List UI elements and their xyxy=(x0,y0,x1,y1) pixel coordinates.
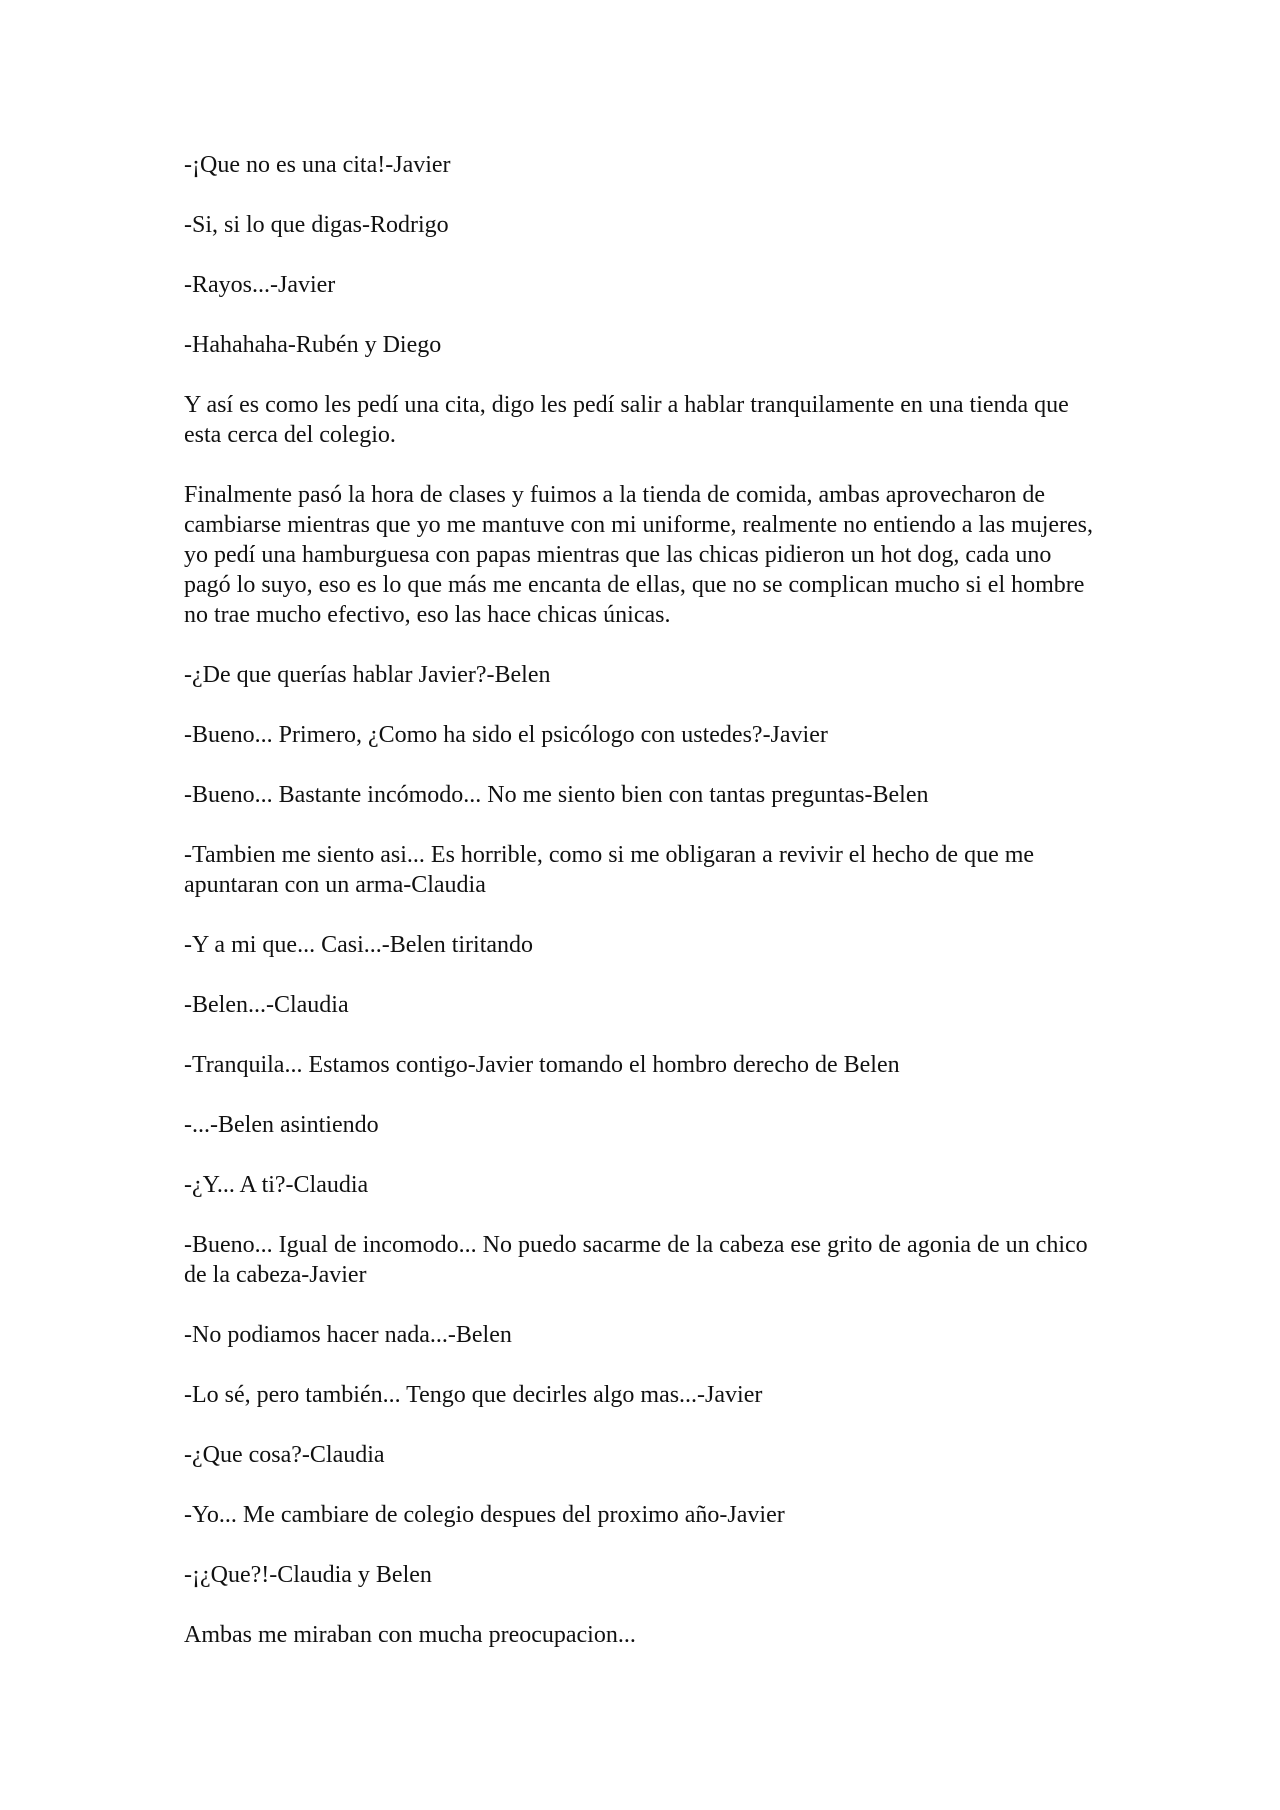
dialogue-line: -Bueno... Primero, ¿Como ha sido el psicólogo con ustedes?-Javier xyxy=(184,722,828,748)
dialogue-line: -Y a mi que... Casi...-Belen tiritando xyxy=(184,932,534,958)
dialogue-line: -Bueno... Bastante incómodo... No me siento bien con tantas preguntas-Belen xyxy=(184,782,929,808)
dialogue-line: -¿De que querías hablar Javier?-Belen xyxy=(184,662,551,688)
dialogue-line: -¿Y... A ti?-Claudia xyxy=(184,1172,369,1198)
dialogue-line: -Si, si lo que digas-Rodrigo xyxy=(184,212,449,238)
dialogue-line: -Yo... Me cambiare de colegio despues del proximo año-Javier xyxy=(184,1502,785,1528)
document-body xyxy=(184,150,1099,1650)
narrative-paragraph: Finalmente pasó la hora de clases y fuimos a la tienda de comida, ambas aprovecharon de cambiarse mientras que yo me mantuve con mi uniforme, realmente no entiendo a las mujeres, yo pedí una hamburguesa con papas mientras que las chicas pidieron un hot dog, cada uno pagó lo suyo, eso es lo que más me encanta de ellas, que no se complican mucho si el hombre no trae mucho efectivo, eso las hace chicas únicas. xyxy=(184,482,1094,628)
narrative-paragraph: Y así es como les pedí una cita, digo les pedí salir a hablar tranquilamente en una tienda que esta cerca del colegio. xyxy=(184,392,1069,448)
narrative-paragraph: Ambas me miraban con mucha preocupacion... xyxy=(184,1622,636,1648)
dialogue-line: -Lo sé, pero también... Tengo que decirles algo mas...-Javier xyxy=(184,1382,763,1408)
dialogue-line: -Belen...-Claudia xyxy=(184,992,349,1018)
dialogue-line: -¿Que cosa?-Claudia xyxy=(184,1442,385,1468)
dialogue-line: -Bueno... Igual de incomodo... No puedo sacarme de la cabeza ese grito de agonia de un chico de la cabeza-Javier xyxy=(184,1232,1088,1288)
dialogue-line: -Tranquila... Estamos contigo-Javier tomando el hombro derecho de Belen xyxy=(184,1052,900,1078)
dialogue-line: -¡¿Que?!-Claudia y Belen xyxy=(184,1562,432,1588)
dialogue-line: -Tambien me siento asi... Es horrible, como si me obligaran a revivir el hecho de que me apuntaran con un arma-Claudia xyxy=(184,842,1035,898)
dialogue-line: -Hahahaha-Rubén y Diego xyxy=(184,332,442,358)
dialogue-line: -...-Belen asintiendo xyxy=(184,1112,379,1138)
dialogue-line: -No podiamos hacer nada...-Belen xyxy=(184,1322,512,1348)
dialogue-line: -¡Que no es una cita!-Javier xyxy=(184,152,451,178)
dialogue-line: -Rayos...-Javier xyxy=(184,272,336,298)
